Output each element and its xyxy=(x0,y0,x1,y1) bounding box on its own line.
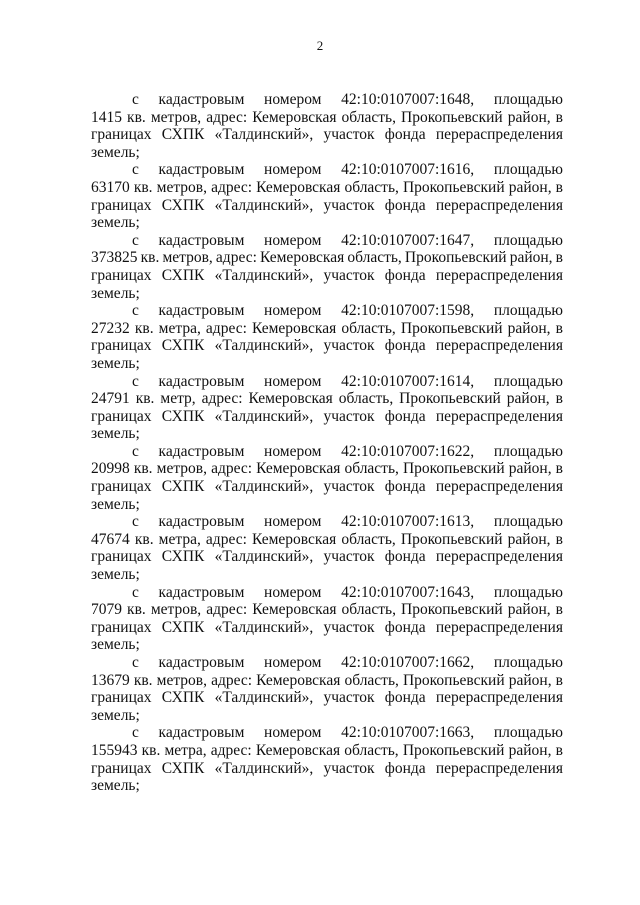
text-line xyxy=(91,408,563,426)
word: в xyxy=(555,460,563,478)
word: кадастровым xyxy=(158,91,245,108)
text-line xyxy=(91,302,563,320)
word: 27232 xyxy=(91,319,130,337)
word: фонда xyxy=(384,548,426,566)
word: СХПК xyxy=(161,337,205,355)
text-line-last: земель; xyxy=(91,284,140,302)
word: метр, xyxy=(160,390,196,408)
word: Кемеровская xyxy=(255,741,341,759)
word: район, xyxy=(508,460,552,478)
word: Кемеровская xyxy=(256,178,341,196)
word: «Талдинский», xyxy=(214,759,314,777)
word: «Талдинский», xyxy=(214,337,314,355)
text-line xyxy=(91,373,563,391)
word: номером xyxy=(264,91,322,108)
word: фонда xyxy=(384,126,426,144)
word: адрес: xyxy=(205,319,247,337)
word: площадью xyxy=(493,513,563,531)
text-line xyxy=(91,443,563,461)
word: область, xyxy=(338,390,394,408)
word: СХПК xyxy=(161,689,205,707)
word: 7079 xyxy=(91,601,122,619)
word: Кемеровская xyxy=(256,671,341,689)
document-body xyxy=(91,91,563,795)
word: 42:10:0107007:1598, xyxy=(341,302,475,320)
land-plot-entry xyxy=(91,302,563,372)
land-plot-entry xyxy=(91,654,563,724)
word: 13679 xyxy=(91,671,130,689)
word: площадью xyxy=(493,372,563,390)
text-line xyxy=(91,760,563,778)
word: метров, xyxy=(150,108,202,126)
word: границах xyxy=(91,126,152,144)
word: номером xyxy=(264,161,322,179)
word: площадью xyxy=(493,161,563,179)
word: участок xyxy=(323,266,375,284)
word: 42:10:0107007:1663, xyxy=(341,724,475,742)
word: границах xyxy=(91,337,152,355)
word: перераспределения xyxy=(435,196,563,214)
word: адрес: xyxy=(205,530,247,548)
text-line-last: земель; xyxy=(91,636,140,654)
word: адрес: xyxy=(211,460,253,478)
word: Кемеровская xyxy=(252,601,337,619)
word: 24791 xyxy=(91,390,130,408)
text-line xyxy=(91,672,563,690)
word: фонда xyxy=(384,407,426,425)
word: границах xyxy=(91,266,152,284)
land-plot-entry xyxy=(91,513,563,583)
word: кадастровым xyxy=(158,724,245,742)
text-line xyxy=(91,742,563,760)
word: фонда xyxy=(384,618,426,636)
text-line xyxy=(91,531,563,549)
word: «Талдинский», xyxy=(214,126,314,144)
word: область, xyxy=(341,108,396,126)
word: район, xyxy=(507,108,551,126)
text-line xyxy=(91,460,563,478)
word: перераспределения xyxy=(435,618,563,636)
word: СХПК xyxy=(161,548,205,566)
text-line xyxy=(91,320,563,338)
word: площадью xyxy=(493,302,563,320)
word: район, xyxy=(508,178,552,196)
word: границах xyxy=(91,759,152,777)
word: кв. xyxy=(140,249,160,267)
word: адрес: xyxy=(206,108,248,126)
word: «Талдинский», xyxy=(214,548,314,566)
word: «Талдинский», xyxy=(214,478,314,496)
word: СХПК xyxy=(161,407,205,425)
word: фонда xyxy=(384,196,426,214)
word: район, xyxy=(507,530,551,548)
word: площадью xyxy=(493,442,563,460)
word: Кемеровская xyxy=(251,319,337,337)
text-line xyxy=(91,109,563,127)
word: Прокопьевский xyxy=(400,319,503,337)
word: адрес: xyxy=(201,390,243,408)
word: СХПК xyxy=(161,618,205,636)
word: границах xyxy=(91,478,152,496)
word: область, xyxy=(347,249,402,267)
land-plot-entry xyxy=(91,232,563,302)
word: в xyxy=(555,530,563,548)
word: метра, xyxy=(164,741,207,759)
word: перераспределения xyxy=(435,689,563,707)
word: 42:10:0107007:1648, xyxy=(341,91,475,108)
word: участок xyxy=(323,759,375,777)
word: в xyxy=(555,390,563,408)
word: номером xyxy=(264,724,322,742)
word: «Талдинский», xyxy=(214,407,314,425)
word: Прокопьевский xyxy=(401,108,503,126)
word: область, xyxy=(344,178,399,196)
word: кв. xyxy=(133,178,153,196)
word: участок xyxy=(323,478,375,496)
word: «Талдинский», xyxy=(214,618,314,636)
word: район, xyxy=(506,390,550,408)
word: фонда xyxy=(384,478,426,496)
word: СХПК xyxy=(161,126,205,144)
word: границах xyxy=(91,196,152,214)
word: в xyxy=(555,601,563,619)
word: кадастровым xyxy=(158,372,245,390)
word: район, xyxy=(508,671,552,689)
word: 42:10:0107007:1622, xyxy=(341,442,475,460)
word: в xyxy=(555,178,563,196)
text-line-last: земель; xyxy=(91,495,140,513)
text-line-last: земель; xyxy=(91,777,140,795)
word: кв. xyxy=(134,319,154,337)
word: область, xyxy=(341,530,396,548)
word: участок xyxy=(323,618,375,636)
text-line xyxy=(91,619,563,637)
word: перераспределения xyxy=(435,126,563,144)
word: кадастровым xyxy=(158,302,245,320)
text-line-last: земель; xyxy=(91,425,140,443)
word: 155943 xyxy=(91,741,138,759)
text-line xyxy=(91,197,563,215)
word: Прокопьевский xyxy=(399,390,501,408)
word: 47674 xyxy=(91,530,130,548)
word: в xyxy=(555,741,563,759)
word: в xyxy=(555,249,563,267)
word: кв. xyxy=(127,601,146,619)
word: 42:10:0107007:1613, xyxy=(341,513,475,531)
word: кв. xyxy=(135,390,155,408)
word: участок xyxy=(323,337,375,355)
word: фонда xyxy=(384,266,426,284)
word: в xyxy=(555,108,563,126)
word: номером xyxy=(264,513,322,531)
word: перераспределения xyxy=(435,759,563,777)
text-line xyxy=(91,179,563,197)
word: кв. xyxy=(133,460,153,478)
word: 20998 xyxy=(91,460,130,478)
word: с xyxy=(132,513,139,531)
word: кв. xyxy=(127,108,146,126)
word: область, xyxy=(344,671,399,689)
word: номером xyxy=(264,302,322,320)
land-plot-entry xyxy=(91,584,563,654)
word: метра, xyxy=(158,530,201,548)
word: с xyxy=(132,724,139,742)
text-line xyxy=(91,91,563,109)
word: площадью xyxy=(493,654,563,671)
word: с xyxy=(132,231,139,249)
land-plot-entry xyxy=(91,443,563,513)
text-line-last: земель; xyxy=(91,354,140,372)
word: 373825 xyxy=(91,249,138,267)
text-line xyxy=(91,478,563,496)
word: кв. xyxy=(141,741,161,759)
text-line xyxy=(91,654,563,672)
word: район, xyxy=(507,601,551,619)
word: СХПК xyxy=(161,196,205,214)
word: номером xyxy=(264,583,322,601)
word: номером xyxy=(264,372,322,390)
land-plot-entry xyxy=(91,91,563,161)
word: с xyxy=(132,91,139,108)
word: в xyxy=(555,671,563,689)
word: площадью xyxy=(493,231,563,249)
word: Кемеровская xyxy=(251,530,337,548)
word: номером xyxy=(264,442,322,460)
word: 42:10:0107007:1614, xyxy=(341,372,475,390)
word: область, xyxy=(344,741,399,759)
word: «Талдинский», xyxy=(214,196,314,214)
word: с xyxy=(132,161,139,179)
word: границах xyxy=(91,548,152,566)
word: фонда xyxy=(384,759,426,777)
word: «Талдинский», xyxy=(214,689,314,707)
word: Кемеровская xyxy=(252,108,337,126)
text-line xyxy=(91,337,563,355)
word: Кемеровская xyxy=(260,249,345,267)
word: адрес: xyxy=(211,178,253,196)
word: адрес: xyxy=(215,249,257,267)
word: 42:10:0107007:1662, xyxy=(341,654,475,671)
word: в xyxy=(555,319,563,337)
word: Прокопьевский xyxy=(402,460,505,478)
word: кадастровым xyxy=(158,231,245,249)
text-line xyxy=(91,584,563,602)
word: метра, xyxy=(158,319,201,337)
word: участок xyxy=(323,196,375,214)
word: с xyxy=(132,654,139,671)
word: кадастровым xyxy=(158,654,245,671)
word: область, xyxy=(341,601,396,619)
text-line xyxy=(91,249,563,267)
text-line-last: земель; xyxy=(91,214,140,232)
text-line xyxy=(91,601,563,619)
text-line xyxy=(91,161,563,179)
page-number: 2 xyxy=(316,38,324,53)
text-line-last: земель; xyxy=(91,143,140,161)
word: кв. xyxy=(134,530,154,548)
land-plot-entry xyxy=(91,724,563,794)
word: перераспределения xyxy=(435,407,563,425)
word: кадастровым xyxy=(158,161,245,179)
word: участок xyxy=(323,407,375,425)
word: границах xyxy=(91,407,152,425)
word: с xyxy=(132,442,139,460)
word: адрес: xyxy=(211,671,253,689)
word: кадастровым xyxy=(158,513,245,531)
word: Прокопьевский xyxy=(402,671,505,689)
word: адрес: xyxy=(206,601,248,619)
word: район, xyxy=(508,741,552,759)
text-line xyxy=(91,232,563,250)
word: 42:10:0107007:1647, xyxy=(341,231,475,249)
word: с xyxy=(132,583,139,601)
word: 42:10:0107007:1616, xyxy=(341,161,475,179)
text-line xyxy=(91,689,563,707)
word: адрес: xyxy=(210,741,252,759)
word: СХПК xyxy=(161,266,205,284)
word: область, xyxy=(344,460,399,478)
word: площадью xyxy=(493,583,563,601)
word: Прокопьевский xyxy=(401,601,503,619)
word: участок xyxy=(323,548,375,566)
word: перераспределения xyxy=(435,548,563,566)
land-plot-entry xyxy=(91,161,563,231)
word: метров, xyxy=(156,178,207,196)
word: участок xyxy=(323,689,375,707)
word: границах xyxy=(91,689,152,707)
word: границах xyxy=(91,618,152,636)
word: 42:10:0107007:1643, xyxy=(341,583,475,601)
text-line xyxy=(91,390,563,408)
word: кв. xyxy=(133,671,153,689)
word: перераспределения xyxy=(435,478,563,496)
word: метров, xyxy=(156,671,207,689)
word: СХПК xyxy=(161,759,205,777)
word: участок xyxy=(323,126,375,144)
text-line xyxy=(91,548,563,566)
word: с xyxy=(132,302,139,320)
word: Прокопьевский xyxy=(404,249,507,267)
word: 1415 xyxy=(91,108,122,126)
text-line xyxy=(91,724,563,742)
land-plot-entry xyxy=(91,373,563,443)
word: область, xyxy=(341,319,396,337)
word: номером xyxy=(264,654,322,671)
word: площадью xyxy=(493,91,563,108)
text-line-last: земель; xyxy=(91,566,140,584)
word: с xyxy=(132,372,139,390)
text-line xyxy=(91,267,563,285)
word: СХПК xyxy=(161,478,205,496)
word: «Талдинский», xyxy=(214,266,314,284)
word: перераспределения xyxy=(435,266,563,284)
word: фонда xyxy=(384,689,426,707)
word: Кемеровская xyxy=(256,460,341,478)
word: Прокопьевский xyxy=(402,741,505,759)
word: район, xyxy=(507,319,551,337)
word: площадью xyxy=(493,724,563,742)
word: номером xyxy=(264,231,322,249)
word: Прокопьевский xyxy=(400,530,503,548)
word: Кемеровская xyxy=(248,390,333,408)
word: фонда xyxy=(384,337,426,355)
text-line xyxy=(91,513,563,531)
word: 63170 xyxy=(91,178,130,196)
text-line-last: земель; xyxy=(91,706,140,724)
word: метров, xyxy=(162,249,213,267)
text-line xyxy=(91,126,563,144)
word: район, xyxy=(509,249,553,267)
word: перераспределения xyxy=(435,337,563,355)
word: кадастровым xyxy=(158,583,245,601)
word: Прокопьевский xyxy=(402,178,505,196)
word: кадастровым xyxy=(158,442,245,460)
word: метров, xyxy=(156,460,207,478)
word: метров, xyxy=(150,601,202,619)
